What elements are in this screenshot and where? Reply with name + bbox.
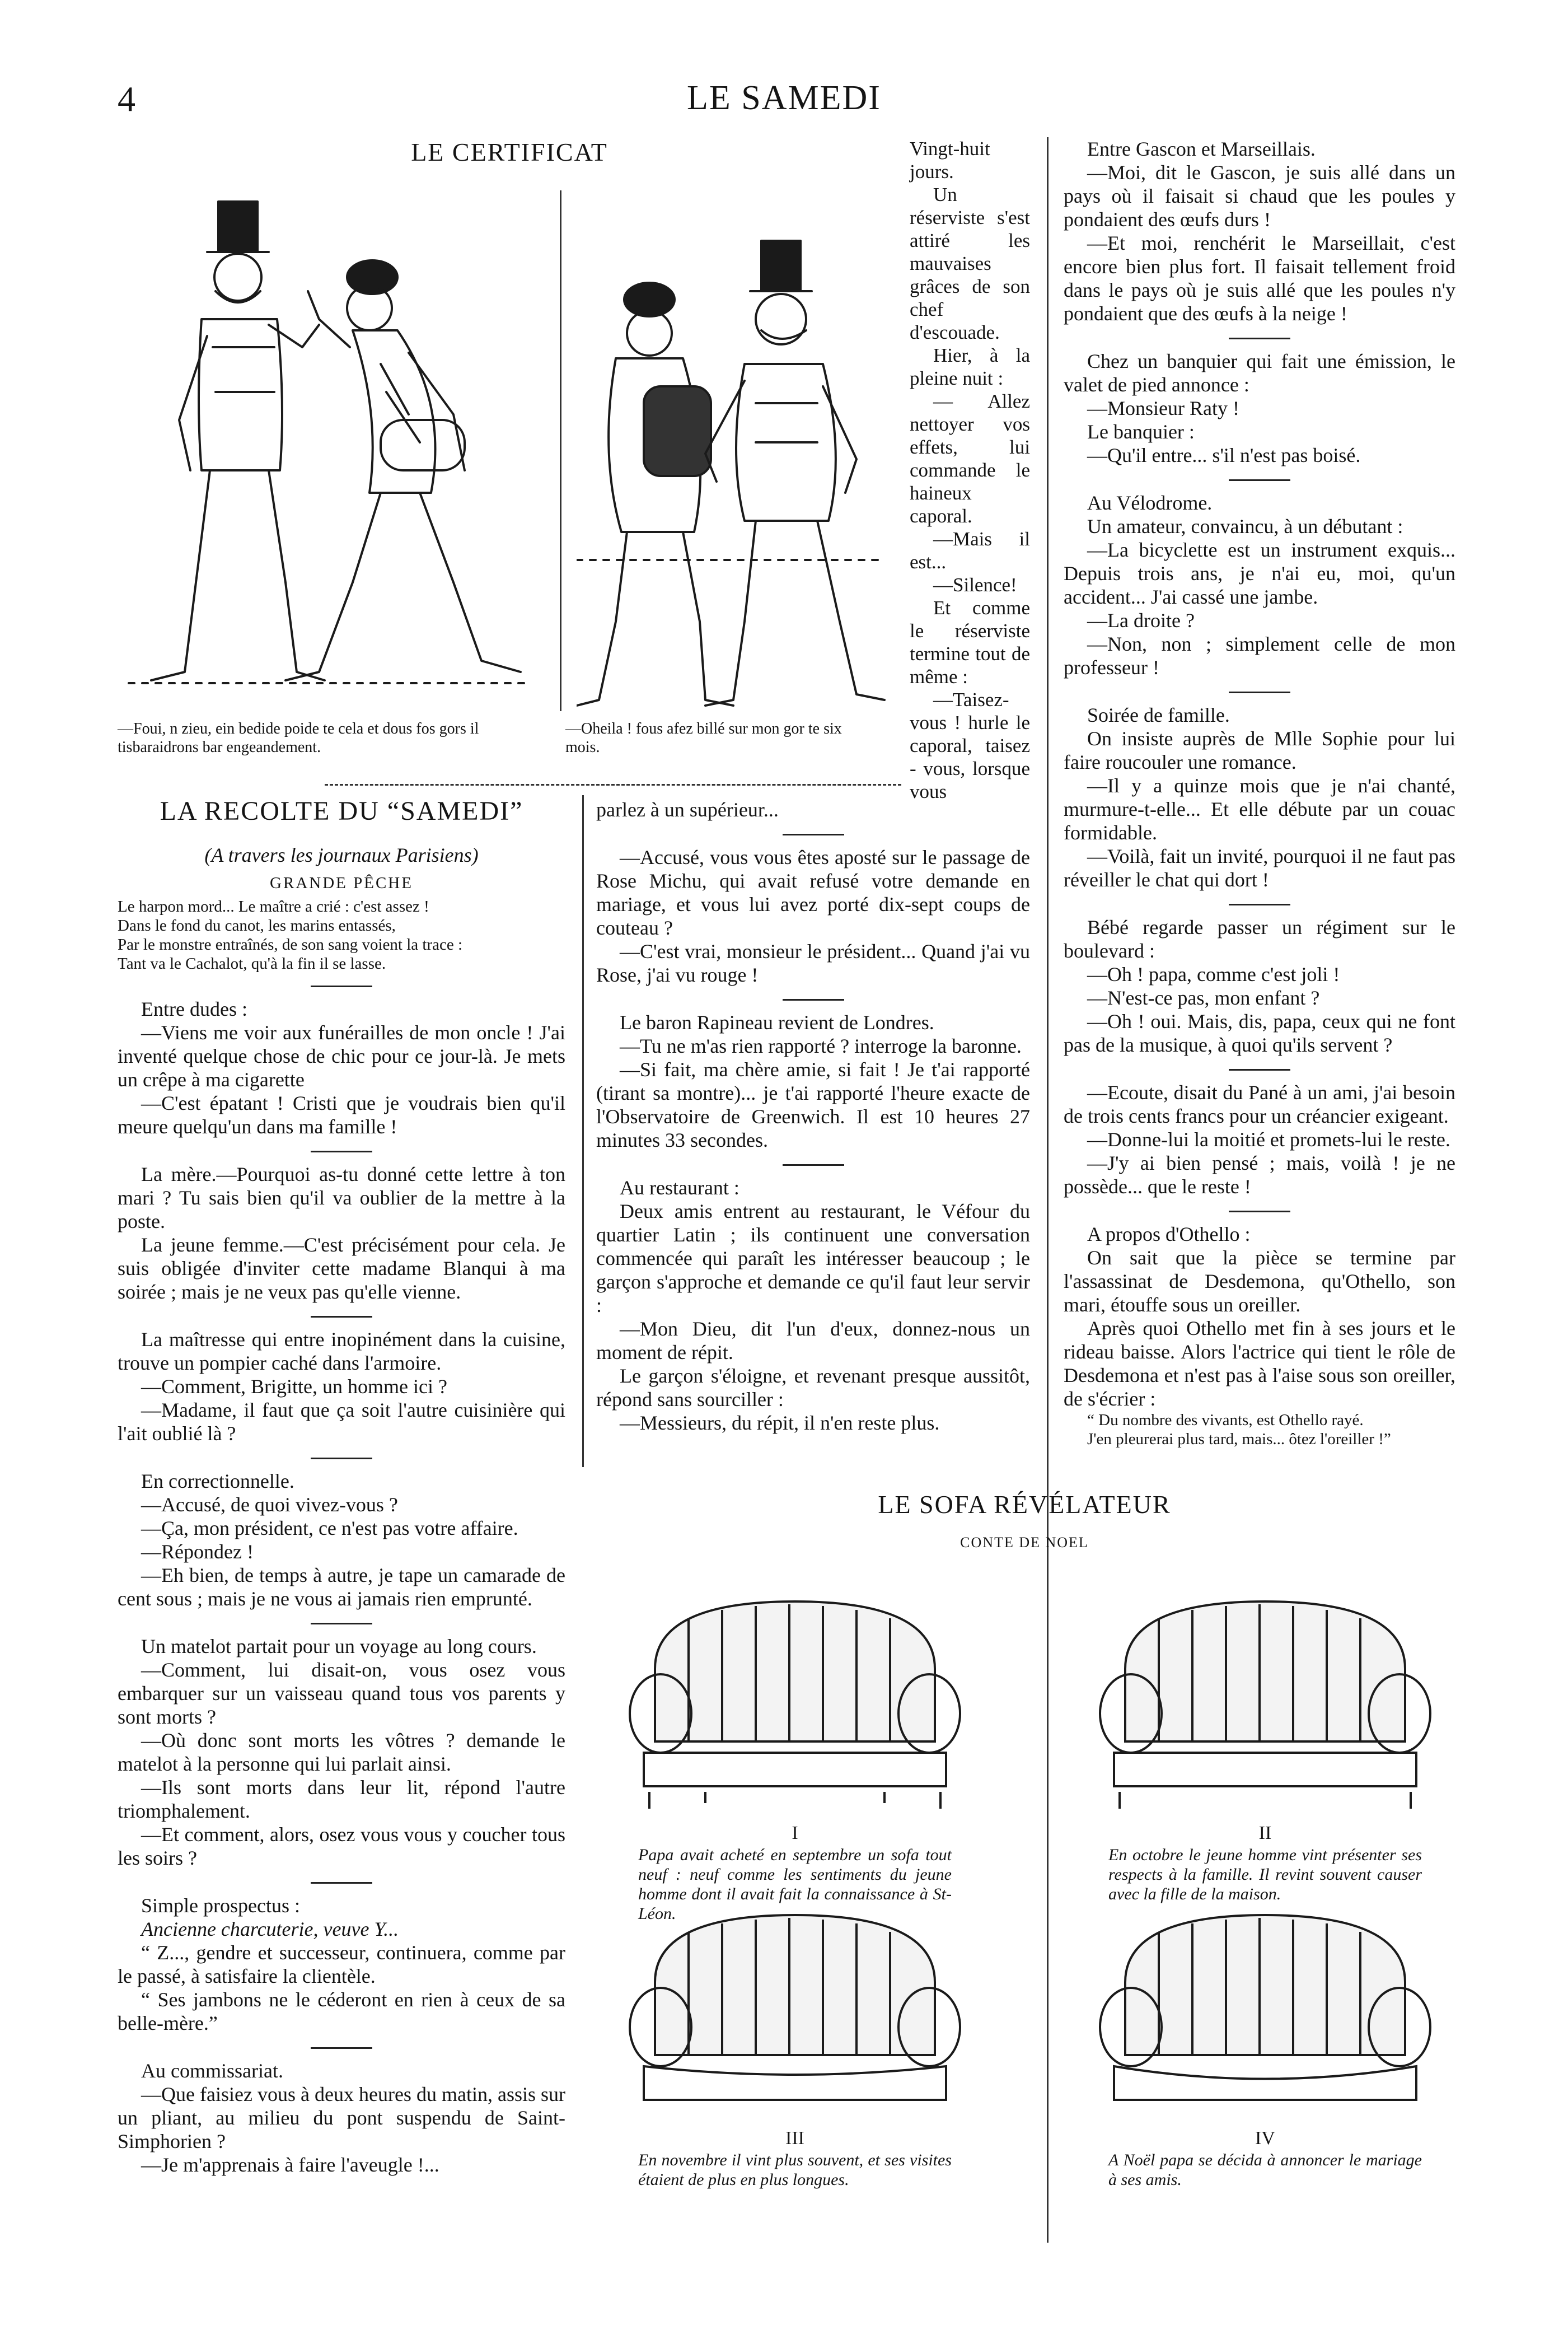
quote-line: J'en pleurerai plus tard, mais... ôtez l'oreiller !” xyxy=(1087,1430,1391,1448)
joke-line: —N'est-ce pas, mon enfant ? xyxy=(1087,987,1320,1009)
joke-line: Soirée de famille. xyxy=(1087,704,1230,726)
sofa-numeral-2: II xyxy=(1258,1823,1272,1843)
joke-line: —Accusé, de quoi vivez-vous ? xyxy=(141,1493,398,1516)
divider xyxy=(783,834,844,835)
sofa-illustration-3 xyxy=(621,1898,968,2122)
divider xyxy=(783,1164,844,1166)
divider xyxy=(1229,1069,1290,1071)
divider xyxy=(311,1623,372,1624)
joke-line: —C'est épatant ! Cristi que je voudrais bien qu'il meure quelqu'un dans ma famille ! xyxy=(118,1092,565,1138)
joke-line: —La droite ? xyxy=(1087,609,1195,632)
divider xyxy=(1229,479,1290,481)
poem-line: Par le monstre entraînés, de son sang voient la trace : xyxy=(118,936,463,954)
divider xyxy=(1229,904,1290,905)
joke-line: Bébé regarde passer un régiment sur le boulevard : xyxy=(1064,916,1455,962)
joke-line: La maîtresse qui entre inopinément dans la cuisine, trouve un pompier caché dans l'armoire. xyxy=(118,1328,565,1374)
divider xyxy=(1229,338,1290,339)
joke-line: Au commissariat. xyxy=(141,2060,283,2082)
joke-line: —Que faisiez vous à deux heures du matin, assis sur un pliant, au milieu du pont suspendu de Saint-Simphorien ? xyxy=(118,2083,565,2152)
certificat-cartoon-left xyxy=(118,179,543,706)
sofa-caption-3: En novembre il vint plus souvent, et ses visites étaient de plus en plus longues. xyxy=(638,2151,952,2189)
story-line: Un réserviste s'est attiré les mauvaises grâces de son chef d'escouade. xyxy=(910,184,1030,343)
page-number: 4 xyxy=(118,79,135,119)
divider xyxy=(311,2047,372,2049)
joke-line: —Comment, Brigitte, un homme ici ? xyxy=(141,1375,447,1398)
joke-line: En correctionnelle. xyxy=(141,1470,294,1492)
joke-line: —Messieurs, du répit, il n'en reste plus. xyxy=(620,1412,940,1434)
joke-line: On sait que la pièce se termine par l'assassinat de Desdemona, qu'Othello, son mari, étouffe sous un oreiller. xyxy=(1064,1246,1455,1316)
story-line: —Silence! xyxy=(933,574,1017,596)
sofa-title: LE SOFA RÉVÉLATEUR xyxy=(878,1490,1171,1519)
recolte-title: LA RECOLTE DU “SAMEDI” xyxy=(160,796,523,826)
joke-line: —Il y a quinze mois que je n'ai chanté, murmure-t-elle... Et elle débute par un couac formidable. xyxy=(1064,774,1455,844)
joke-line: —Non, non ; simplement celle de mon professeur ! xyxy=(1064,633,1455,679)
sofa-numeral-3: III xyxy=(785,2128,804,2149)
joke-line: La jeune femme.—C'est précisément pour cela. Je suis obligée d'inviter cette madame Blanqui à ma soirée ; mais je ne veux pas qu'elle vienne. xyxy=(118,1234,565,1303)
sofa-numeral-4: IV xyxy=(1255,2128,1275,2149)
sofa-subtitle: CONTE DE NOEL xyxy=(960,1534,1089,1551)
poem-line: Dans le fond du canot, les marins entassés, xyxy=(118,917,396,935)
certificat-title: LE CERTIFICAT xyxy=(411,138,608,166)
joke-line: —Où donc sont morts les vôtres ? demande le matelot à la personne qui lui parlait ainsi. xyxy=(118,1729,565,1775)
recolte-subtitle: (A travers les journaux Parisiens) xyxy=(204,844,479,866)
joke-line: Entre Gascon et Marseillais. xyxy=(1087,138,1316,160)
recolte-column-1 xyxy=(118,795,565,2177)
cartoon-divider xyxy=(560,190,561,711)
divider xyxy=(311,1458,372,1459)
joke-line: Au restaurant : xyxy=(620,1176,739,1199)
joke-line: Un matelot partait pour un voyage au long cours. xyxy=(141,1635,537,1657)
story-line: Vingt-huit jours. xyxy=(910,138,990,183)
dashed-separator xyxy=(325,784,901,786)
joke-line: —Madame, il faut que ça soit l'autre cuisinière qui l'ait oublié là ? xyxy=(118,1399,565,1445)
sofa-illustration-4 xyxy=(1092,1898,1439,2122)
joke-line: —Viens me voir aux funérailles de mon oncle ! J'ai inventé quelque chose de chic pour ce jour-là. Je mets un crêpe à ma cigarette xyxy=(118,1021,565,1091)
joke-line: —Répondez ! xyxy=(141,1540,254,1563)
joke-line: La mère.—Pourquoi as-tu donné cette lettre à ton mari ? Tu sais bien qu'il va oublier de la mettre à la poste. xyxy=(118,1163,565,1232)
joke-line: Simple prospectus : xyxy=(141,1894,300,1917)
divider xyxy=(311,1151,372,1152)
divider xyxy=(311,1882,372,1884)
sofa-illustration-1 xyxy=(621,1585,968,1820)
joke-line: —Ils sont morts dans leur lit, répond l'autre triomphalement. xyxy=(118,1776,565,1822)
joke-line: Le garçon s'éloigne, et revenant presque aussitôt, répond sans sourciller : xyxy=(596,1365,1030,1411)
sofa-illustration-2 xyxy=(1092,1585,1439,1820)
column-rule xyxy=(582,795,584,1467)
joke-line: Un amateur, convaincu, à un débutant : xyxy=(1087,515,1403,538)
divider xyxy=(311,1316,372,1318)
sofa-caption-4: A Noël papa se décida à annoncer le mariage à ses amis. xyxy=(1108,2151,1422,2189)
recolte-column-2 xyxy=(596,798,1030,1435)
certificat-caption-left: —Foui, n zieu, ein bedide poide te cela et dous fos gors il tisbaraidrons bar engeandement. xyxy=(118,720,479,756)
joke-line: —J'y ai bien pensé ; mais, voilà ! je ne possède... que le reste ! xyxy=(1064,1152,1455,1198)
joke-line: —La bicyclette est un instrument exquis... Depuis trois ans, je n'ai eu, moi, qu'un accident... J'ai cassé une jambe. xyxy=(1064,539,1455,608)
divider xyxy=(1229,1211,1290,1212)
joke-line: —Accusé, vous vous êtes aposté sur le passage de Rose Michu, qui avait refusé votre demande en mariage, et vous lui avez porté dix-sept coups de couteau ? xyxy=(596,846,1030,939)
joke-line: —Comment, lui disait-on, vous osez vous embarquer sur un vaisseau quand tous vos parents y sont morts ? xyxy=(118,1659,565,1728)
sofa-caption-2: En octobre le jeune homme vint présenter ses respects à la famille. Il revint souvent causer avec la fille de la maison. xyxy=(1108,1846,1422,1903)
joke-line: Le banquier : xyxy=(1087,421,1195,443)
divider xyxy=(1229,692,1290,693)
story-line: — Allez nettoyer vos effets, lui commande le haineux caporal. xyxy=(910,390,1030,527)
column-rule xyxy=(1047,137,1049,2243)
joke-line: Le baron Rapineau revient de Londres. xyxy=(620,1011,934,1034)
sofa-numeral-1: I xyxy=(792,1823,798,1843)
joke-line: —Oh ! papa, comme c'est joli ! xyxy=(1087,963,1340,986)
joke-line: “ Z..., gendre et successeur, continuera, comme par le passé, à satisfaire la clientèle. xyxy=(118,1941,565,1987)
joke-line: —Qu'il entre... s'il n'est pas boisé. xyxy=(1087,444,1361,466)
divider xyxy=(311,986,372,987)
masthead xyxy=(0,78,1568,129)
joke-line: —Moi, dit le Gascon, je suis allé dans un pays où il faisait si chaud que les poules y pondaient des œufs durs ! xyxy=(1064,161,1455,231)
joke-line: parlez à un supérieur... xyxy=(596,799,779,821)
joke-line: —Je m'apprenais à faire l'aveugle !... xyxy=(141,2154,439,2176)
poem-line: Tant va le Cachalot, qu'à la fin il se lasse. xyxy=(118,955,386,973)
poem-line: Le harpon mord... Le maître a crié : c'est assez ! xyxy=(118,898,429,916)
joke-line: —Ça, mon président, ce n'est pas votre affaire. xyxy=(141,1517,518,1539)
joke-line: On insiste auprès de Mlle Sophie pour lui faire roucouler une romance. xyxy=(1064,727,1455,773)
joke-line: —C'est vrai, monsieur le président... Quand j'ai vu Rose, j'ai vu rouge ! xyxy=(596,940,1030,986)
certificat-story xyxy=(910,137,1030,803)
joke-line: “ Ses jambons ne le céderont en rien à ceux de sa belle-mère.” xyxy=(118,1988,565,2034)
certificat-caption-right: —Oheila ! fous afez billé sur mon gor te six mois. xyxy=(565,720,842,756)
story-line: Et comme le réserviste termine tout de même : xyxy=(910,597,1030,688)
joke-line: Au Vélodrome. xyxy=(1087,492,1213,514)
joke-line: —Voilà, fait un invité, pourquoi il ne faut pas réveiller le chat qui dort ! xyxy=(1064,845,1455,891)
joke-line: —Eh bien, de temps à autre, je tape un camarade de cent sous ; mais je ne vous ai jamais rien emprunté. xyxy=(118,1564,565,1610)
poem-title: GRANDE PÊCHE xyxy=(270,874,413,892)
story-line: Hier, à la pleine nuit : xyxy=(910,344,1030,389)
story-line: —Mais il est... xyxy=(910,528,1030,573)
recolte-column-3 xyxy=(1064,137,1455,1449)
certificat-cartoon-right xyxy=(577,218,890,711)
joke-line: —Oh ! oui. Mais, dis, papa, ceux qui ne font pas de la musique, à quoi qu'ils servent ? xyxy=(1064,1010,1455,1056)
joke-line: —Monsieur Raty ! xyxy=(1087,397,1239,419)
joke-line: —Si fait, ma chère amie, si fait ! Je t'ai rapporté (tirant sa montre)... je t'ai rapporté l'heure exacte de l'Observatoire de Greenwich. Il est 10 heures 27 minutes 33 secondes. xyxy=(596,1058,1030,1151)
joke-line: Deux amis entrent au restaurant, le Véfour du quartier Latin ; ils continuent une conversation commencée qui paraît les intéresser beaucoup ; le garçon s'approche et demande ce qu'il faut leur servir : xyxy=(596,1200,1030,1316)
divider xyxy=(783,999,844,1001)
journal-title: LE SAMEDI xyxy=(687,79,881,117)
joke-line: —Mon Dieu, dit l'un d'eux, donnez-nous un moment de répit. xyxy=(596,1318,1030,1364)
joke-line: —Ecoute, disait du Pané à un ami, j'ai besoin de trois cents francs pour un créancier exigeant. xyxy=(1064,1081,1455,1127)
joke-line: —Tu ne m'as rien rapporté ? interroge la baronne. xyxy=(620,1035,1022,1057)
joke-line: Chez un banquier qui fait une émission, le valet de pied annonce : xyxy=(1064,350,1455,396)
joke-line: Entre dudes : xyxy=(141,998,247,1020)
joke-line: Ancienne charcuterie, veuve Y... xyxy=(141,1918,399,1940)
quote-line: “ Du nombre des vivants, est Othello rayé. xyxy=(1087,1411,1364,1429)
joke-line: —Et moi, renchérit le Marseillait, c'est encore bien plus fort. Il faisait tellement froid dans le pays où je suis allé que les poules n'y pondaient que des œufs à la neige ! xyxy=(1064,232,1455,325)
joke-line: —Et comment, alors, osez vous vous y coucher tous les soirs ? xyxy=(118,1823,565,1869)
sofa-caption-1: Papa avait acheté en septembre un sofa tout neuf : neuf comme les sentiments du jeune homme dont il avait fait la connaissance à St-Léon. xyxy=(638,1846,952,1923)
joke-line: A propos d'Othello : xyxy=(1087,1223,1251,1245)
story-line: —Taisez-vous ! hurle le caporal, taisez - vous, lorsque vous xyxy=(910,689,1030,802)
joke-line: —Donne-lui la moitié et promets-lui le reste. xyxy=(1087,1128,1450,1151)
joke-line: Après quoi Othello met fin à ses jours et le rideau baisse. Alors l'actrice qui tient le rôle de Desdemona et n'est pas à l'aise sous son oreiller, de s'écrier : xyxy=(1064,1317,1455,1410)
